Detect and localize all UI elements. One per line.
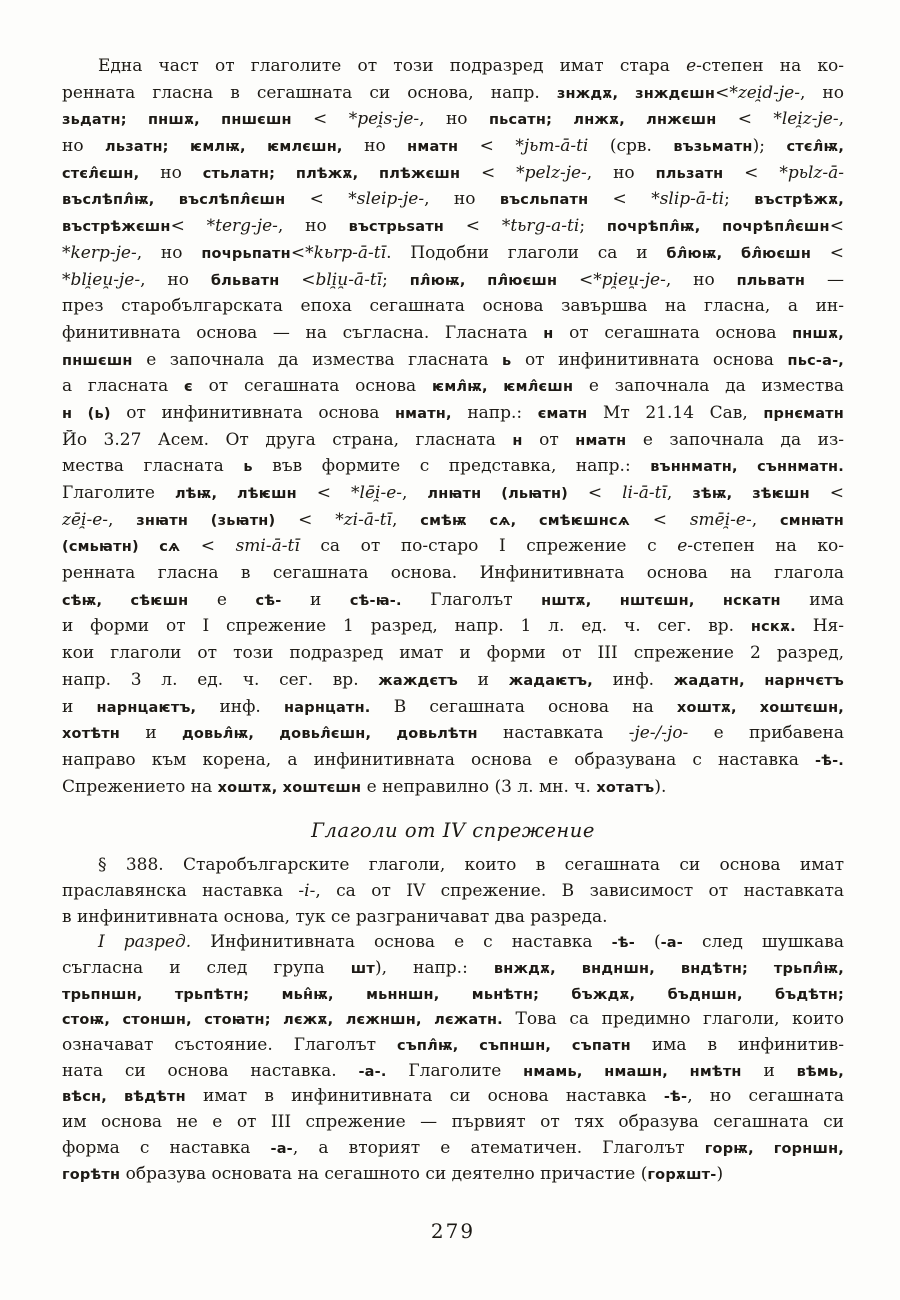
- text-segment-o: жадатн, нарнчєтъ: [673, 672, 844, 689]
- text-segment-n: (: [634, 932, 661, 953]
- text-segment-n: но: [342, 136, 408, 157]
- text-segment-o: възьматн: [673, 139, 753, 156]
- text-segment-l: *slip-ā-ti: [651, 189, 725, 210]
- text-segment-o: -а-: [660, 935, 684, 952]
- text-segment-n: през старобългарската епоха сегашната основа завършва на гласна, а ин-: [62, 296, 844, 317]
- text-segment-o: -ѣ-: [663, 1089, 688, 1106]
- text-segment-n: инф.: [196, 696, 285, 717]
- text-segment-o: стьлатн; плѣжѫ, плѣжєшн: [202, 165, 481, 182]
- text-segment-o: нарнцаѥтъ,: [96, 699, 197, 716]
- text-segment-n: <: [829, 242, 844, 263]
- text-segment-l: smēi̯-e-: [689, 509, 752, 530]
- text-segment-o: шт: [350, 961, 375, 977]
- text-segment-n: ,: [392, 509, 421, 530]
- text-segment-l: *sleip-je-: [348, 189, 425, 210]
- text-segment-n: , но: [136, 242, 202, 263]
- text-line: [62, 1009, 844, 1035]
- text-line: [62, 189, 844, 216]
- text-segment-n: ренната гласна в сегашната основа. Инфинитивната основа на глагола: [62, 563, 844, 584]
- text-segment-o: нматн: [407, 139, 480, 156]
- text-segment-n: в инфинитивната основа, тук се разграничават два разреда.: [62, 906, 608, 927]
- text-segment-o: пьс-а-,: [787, 352, 844, 369]
- text-segment-o: трьпншн, трьпѣтн; мьн̂ѭ, мьнншн, мьнѣтн; бъждѫ, бъдншн, бъдѣтн;: [62, 986, 844, 1003]
- text-line: [62, 1035, 844, 1061]
- text-segment-n: ,: [402, 483, 428, 503]
- text-line: [62, 958, 844, 984]
- text-segment-o: зѣѭ, зѣѥшн: [692, 486, 830, 502]
- text-segment-n: съгласна и след група: [62, 958, 351, 978]
- text-segment-o: пьсатн; лнжѫ, лнжєшн: [488, 112, 738, 129]
- text-segment-n: Една част от глаголите от този подразред имат стара: [98, 56, 687, 76]
- text-segment-n: има в инфинитив-: [630, 1035, 844, 1056]
- text-segment-o: лнꙗтн (льꙗтн): [427, 486, 588, 502]
- text-line: [62, 932, 844, 958]
- text-line: [62, 83, 844, 110]
- text-segment-o: пншѫ,: [792, 325, 844, 342]
- text-segment-n: <: [465, 216, 502, 237]
- text-segment-n: е: [188, 589, 256, 610]
- text-segment-o: пншєшн: [62, 352, 133, 369]
- text-segment-o: нштѫ, нштєшн, нскатн: [541, 592, 781, 609]
- text-segment-o: ѥмл̂ѭ, ѥмл̂єшн: [431, 379, 574, 396]
- text-segment-n: имат в инфинитивната си основа наставка: [185, 1086, 664, 1107]
- text-segment-n: <: [587, 483, 623, 503]
- text-segment-l: *tьrg-a-ti: [501, 216, 580, 237]
- text-segment-o: хотѣтн: [62, 726, 121, 743]
- text-line: [62, 243, 844, 270]
- text-line: [62, 430, 844, 457]
- text-line: [62, 510, 844, 537]
- text-line: [62, 109, 844, 136]
- text-segment-n: а гласната: [62, 376, 185, 397]
- text-segment-o: лѣѭ, лѣѥшн: [174, 486, 317, 502]
- text-segment-l: -i-: [298, 880, 316, 901]
- text-segment-o: прнєматн: [763, 405, 844, 422]
- text-segment-n: напр.:: [451, 402, 538, 423]
- text-segment-o: нарнцатн.: [284, 699, 371, 716]
- text-segment-n: <: [170, 216, 207, 237]
- text-segment-n: <: [309, 189, 349, 210]
- text-segment-n: е започнала да измества: [573, 376, 844, 397]
- text-segment-n: , но: [277, 216, 349, 237]
- text-segment-n: образува основата на сегашното си деятелно причастие (: [120, 1163, 648, 1184]
- text-segment-o: льзатн; ѥмлѭ, ѥмлєшн,: [105, 139, 343, 156]
- text-segment-n: Йо 3.27 Асем. От друга страна, гласната: [62, 429, 513, 450]
- text-segment-l: *kьrp-ā-tī: [305, 242, 387, 263]
- text-segment-o: н (ь): [62, 405, 111, 422]
- text-segment-n: ,: [751, 509, 780, 530]
- text-segment-o: знждѫ, знждєшн: [556, 85, 716, 102]
- text-segment-n: и: [62, 696, 97, 717]
- text-line: [62, 777, 844, 804]
- text-segment-n: , но: [665, 269, 737, 290]
- text-segment-n: от сегашната основа: [192, 376, 432, 397]
- text-line: [62, 697, 844, 724]
- text-segment-o: ь: [243, 459, 253, 476]
- text-segment-o: стєл̂ѭ,: [786, 139, 844, 156]
- text-line: [62, 907, 844, 933]
- text-segment-n: и: [457, 669, 509, 690]
- text-line: [62, 1164, 844, 1190]
- text-segment-o: нматн: [575, 432, 627, 449]
- text-segment-o: зьдатн; пншѫ, пншєшн: [62, 112, 314, 129]
- text-line: [62, 984, 844, 1010]
- text-segment-o: пльватн: [736, 272, 806, 289]
- text-segment-l: *pi̯eu̯-je-: [593, 269, 666, 290]
- text-segment-n: § 388. Старобългарските глаголи, които в сегашната си основа имат: [98, 855, 844, 876]
- text-segment-l: zēi̯-e-: [62, 509, 109, 530]
- text-segment-n: );: [752, 136, 787, 157]
- text-segment-o: вѣсн, вѣдѣтн: [62, 1089, 186, 1106]
- text-segment-i: I разред.: [98, 932, 192, 953]
- text-segment-n: , но: [799, 82, 844, 103]
- paragraph-verbs-e-grade: [62, 56, 844, 803]
- text-segment-n: <: [480, 162, 517, 183]
- text-segment-n: <: [744, 162, 780, 183]
- text-segment-n: има: [780, 589, 844, 610]
- text-line: [62, 376, 844, 403]
- text-segment-n: , но: [586, 162, 656, 183]
- text-segment-n: напр. 3 л. ед. ч. сег. вр.: [62, 669, 379, 690]
- text-segment-o: горѣтн: [62, 1166, 121, 1183]
- text-segment-l: -je-/-jo-: [628, 723, 689, 744]
- text-segment-n: финитивната основа — на съгласна. Гласната: [62, 322, 544, 343]
- text-segment-n: <: [652, 509, 690, 530]
- text-segment-o: въсльпатн: [499, 192, 613, 209]
- text-segment-n: Глаголът: [401, 589, 542, 610]
- text-segment-n: мества гласната: [62, 456, 244, 477]
- text-segment-o: хоштѫ, хоштєшн,: [676, 699, 844, 716]
- text-segment-o: почрѣпл̂ѭ, почрѣпл̂єшн: [606, 219, 830, 236]
- text-segment-l: *kerp-je-: [62, 242, 137, 263]
- text-segment-n: <: [737, 109, 774, 130]
- text-line: [62, 1061, 844, 1087]
- text-line: [62, 750, 844, 777]
- text-line: [62, 216, 844, 243]
- text-segment-n: направо към корена, а инфинитивната основа е образувана с наставка: [62, 749, 815, 770]
- text-segment-o: сѣ-ꙗ-.: [349, 592, 402, 609]
- text-segment-n: (срв.: [588, 136, 674, 157]
- text-segment-n: инф.: [592, 669, 674, 690]
- text-segment-o: въстрьѕатн: [348, 219, 466, 236]
- text-segment-n: от инфинитивната основа: [110, 402, 395, 423]
- paragraph-section-388: [62, 855, 844, 1189]
- text-segment-n: е прибавена: [688, 723, 844, 744]
- text-segment-o: съпл̂ѭ, съпншн, съпатн: [397, 1038, 631, 1055]
- text-line: [62, 350, 844, 377]
- text-segment-o: -а-: [270, 1140, 293, 1157]
- text-line: [62, 483, 844, 510]
- text-segment-l: *bli̯eu̯-je-: [62, 269, 141, 290]
- text-segment-i: е: [677, 536, 688, 557]
- text-segment-n: , но сегашната: [687, 1086, 844, 1107]
- text-line: [62, 670, 844, 697]
- text-segment-n: и: [120, 723, 182, 744]
- text-segment-n: <: [829, 216, 844, 237]
- text-segment-l: smi-ā-tī: [235, 536, 300, 557]
- text-segment-n: <: [200, 536, 236, 557]
- text-segment-o: жаждєтъ: [378, 672, 458, 689]
- text-segment-n: Глаголите: [62, 483, 175, 503]
- text-segment-n: ): [716, 1163, 724, 1184]
- text-segment-o: знꙗтн (зьꙗтн): [136, 512, 299, 529]
- text-segment-o: -ѣ-: [611, 935, 635, 952]
- text-line: [62, 563, 844, 590]
- text-segment-n: праславянска наставка: [62, 880, 299, 901]
- text-segment-n: форма с наставка: [62, 1137, 271, 1158]
- text-line: [62, 1086, 844, 1112]
- text-segment-o: смѣѭ сѧ, смѣѥшнсѧ: [420, 512, 653, 529]
- text-segment-l: *pelz-je-: [516, 162, 587, 183]
- text-segment-o: хотатъ: [596, 779, 655, 796]
- text-line: [62, 1138, 844, 1164]
- text-segment-o: н: [543, 325, 554, 342]
- text-segment-o: сѣѭ, сѣѥшн: [62, 592, 189, 609]
- text-segment-n: ).: [654, 776, 667, 797]
- text-segment-o: внждѫ, вндншн, вндѣтн; трьпл̂ѭ,: [493, 961, 844, 977]
- text-line: [62, 1112, 844, 1138]
- text-segment-n: ,: [108, 509, 137, 530]
- text-line: [62, 56, 844, 83]
- text-segment-n: Ня-: [795, 616, 844, 637]
- text-segment-o: (смьꙗтн) сѧ: [62, 539, 201, 556]
- text-line: [62, 163, 844, 190]
- text-segment-n: <: [715, 82, 730, 103]
- text-segment-n: е започнала да из-: [626, 429, 844, 450]
- text-segment-n: ,: [666, 483, 693, 503]
- text-segment-n: , но: [140, 269, 211, 290]
- text-segment-o: довьл̂ѭ, довьл̂єшн, довьлѣтн: [181, 726, 478, 743]
- text-segment-n: от сегашната основа: [553, 322, 793, 343]
- text-segment-n: <: [301, 269, 316, 290]
- page-number: 279: [430, 1219, 476, 1244]
- text-line: [62, 881, 844, 907]
- text-segment-o: стоѭ, стоншн, стоꙗтн; лєжѫ, лєжншн, лєжатн.: [62, 1012, 503, 1029]
- text-segment-n: и: [281, 589, 350, 610]
- text-segment-o: горѫшт-: [647, 1166, 717, 1183]
- text-segment-n: наставката: [477, 723, 629, 744]
- text-segment-o: въннматн, съннматн.: [650, 459, 844, 476]
- text-segment-n: Инфинитивната основа е с наставка: [191, 932, 612, 953]
- text-segment-n: им основа не е от III спрежение — първият от тях образува сегашната си: [62, 1112, 844, 1133]
- text-segment-o: почрьпатн: [201, 245, 291, 262]
- text-segment-o: въстрѣжѫ,: [754, 192, 844, 209]
- text-segment-i: е: [686, 56, 697, 76]
- text-line: [62, 270, 844, 297]
- text-segment-o: -а-.: [358, 1063, 387, 1080]
- text-segment-n: и: [741, 1060, 797, 1081]
- text-segment-n: е започнала да измества гласната: [132, 349, 503, 370]
- text-segment-n: -степен на ко-: [687, 536, 844, 557]
- text-line: [62, 643, 844, 670]
- text-segment-n: е неправилно (3 л. мн. ч.: [361, 776, 597, 797]
- text-line: [62, 723, 844, 750]
- text-segment-l: *zi-ā-tī: [335, 509, 392, 530]
- text-line: [62, 590, 844, 617]
- text-segment-n: ;: [724, 189, 755, 210]
- text-segment-o: ь: [502, 352, 512, 369]
- text-segment-n: Мт 21.14 Сав,: [587, 402, 764, 423]
- text-segment-n: , но: [419, 109, 489, 130]
- text-segment-o: жадаѥтъ,: [508, 672, 593, 689]
- text-segment-n: от: [522, 429, 576, 450]
- text-segment-l: *lēi̯-e-: [351, 483, 402, 503]
- text-segment-o: пл̂юѭ, пл̂юєшн: [409, 272, 579, 289]
- text-segment-n: ренната гласна в сегашната си основа, напр.: [62, 82, 557, 103]
- text-segment-n: ), напр.:: [374, 958, 494, 978]
- text-segment-l: *lei̯z-je-: [773, 109, 839, 130]
- text-segment-n: кои глаголи от този подразред имат и форми от III спрежение 2 разред,: [62, 643, 844, 664]
- text-segment-n: след шушкава: [683, 932, 844, 953]
- text-segment-n: , а вторият е атематичен. Глаголът: [292, 1137, 705, 1158]
- text-segment-n: —: [805, 269, 844, 290]
- text-segment-o: въстрѣжєшн: [62, 219, 171, 236]
- text-segment-l: *terg-je-: [206, 216, 278, 237]
- text-segment-l: bli̯u̯-ā-tī: [315, 269, 383, 290]
- text-segment-n: са от по-старо I спрежение с: [299, 536, 678, 557]
- text-line: [62, 456, 844, 483]
- text-segment-n: <: [829, 483, 844, 503]
- text-segment-n: , но: [424, 189, 500, 210]
- text-segment-o: въслѣпл̂ѭ, въслѣпл̂єшн: [62, 192, 310, 209]
- text-segment-n: във формите с представка, напр.:: [252, 456, 651, 477]
- text-segment-o: вѣмь,: [796, 1063, 844, 1080]
- text-segment-n: Глаголите: [386, 1060, 524, 1081]
- text-segment-n: <: [316, 483, 352, 503]
- text-segment-n: <: [578, 269, 594, 290]
- text-segment-o: смнꙗтн: [780, 512, 844, 529]
- text-segment-n: но: [62, 136, 106, 157]
- text-segment-o: бльватн: [210, 272, 302, 289]
- text-segment-o: горѭ, горншн,: [704, 1140, 844, 1157]
- text-segment-n: <: [479, 136, 516, 157]
- text-segment-n: Това са предимно глаголи, които: [502, 1009, 844, 1030]
- text-segment-o: пльзатн: [655, 165, 745, 182]
- text-segment-o: стєл̂єшн,: [62, 165, 140, 182]
- text-segment-o: є: [184, 379, 193, 396]
- text-segment-o: хоштѫ, хоштєшн: [217, 779, 362, 796]
- text-segment-n: ;: [382, 269, 410, 290]
- text-segment-n: означават състояние. Глаголът: [62, 1035, 398, 1056]
- text-segment-l: *jьm-ā-ti: [515, 136, 589, 157]
- text-segment-n: <: [290, 242, 306, 263]
- text-line: [62, 296, 844, 323]
- text-segment-n: <: [313, 109, 349, 130]
- text-segment-o: єматн: [537, 405, 588, 422]
- text-segment-n: от инфинитивната основа: [511, 349, 788, 370]
- text-line: [62, 855, 844, 881]
- text-segment-o: -ѣ-.: [814, 752, 844, 769]
- text-segment-n: <: [612, 189, 652, 210]
- text-line: [62, 616, 844, 643]
- text-segment-n: ,: [838, 109, 844, 130]
- text-segment-o: сѣ-: [255, 592, 282, 609]
- text-segment-o: н: [512, 432, 523, 449]
- text-segment-n: ната си основа наставка.: [62, 1060, 359, 1081]
- text-segment-n: . Подобни глаголи са и: [386, 242, 667, 263]
- section-heading: Глаголи от IV спрежение: [311, 819, 595, 843]
- text-line: [62, 403, 844, 430]
- text-segment-o: нмамь, нмашн, нмѣтн: [523, 1063, 742, 1080]
- text-segment-n: ;: [579, 216, 607, 237]
- text-segment-l: *zei̯d-je-: [729, 82, 800, 103]
- text-segment-l: *pьlz-ā-: [779, 162, 844, 183]
- text-segment-n: но: [139, 162, 203, 183]
- text-segment-l: *pei̯s-je-: [348, 109, 420, 130]
- text-line: [62, 323, 844, 350]
- text-segment-n: В сегашната основа на: [370, 696, 677, 717]
- text-segment-n: -степен на ко-: [696, 56, 844, 76]
- text-segment-n: Спрежението на: [62, 776, 218, 797]
- text-line: [62, 136, 844, 163]
- text-line: [62, 536, 844, 563]
- text-segment-o: бл̂юѭ, бл̂юєшн: [666, 245, 830, 262]
- text-segment-n: и форми от I спрежение 1 разред, напр. 1 л. ед. ч. сег. вр.: [62, 616, 751, 637]
- text-segment-o: нматн,: [394, 405, 452, 422]
- text-segment-l: li-ā-tī: [622, 483, 667, 503]
- text-segment-o: нскѫ.: [750, 619, 796, 636]
- text-segment-n: <: [298, 509, 336, 530]
- text-segment-n: , са от IV спрежение. В зависимост от наставката: [315, 880, 844, 901]
